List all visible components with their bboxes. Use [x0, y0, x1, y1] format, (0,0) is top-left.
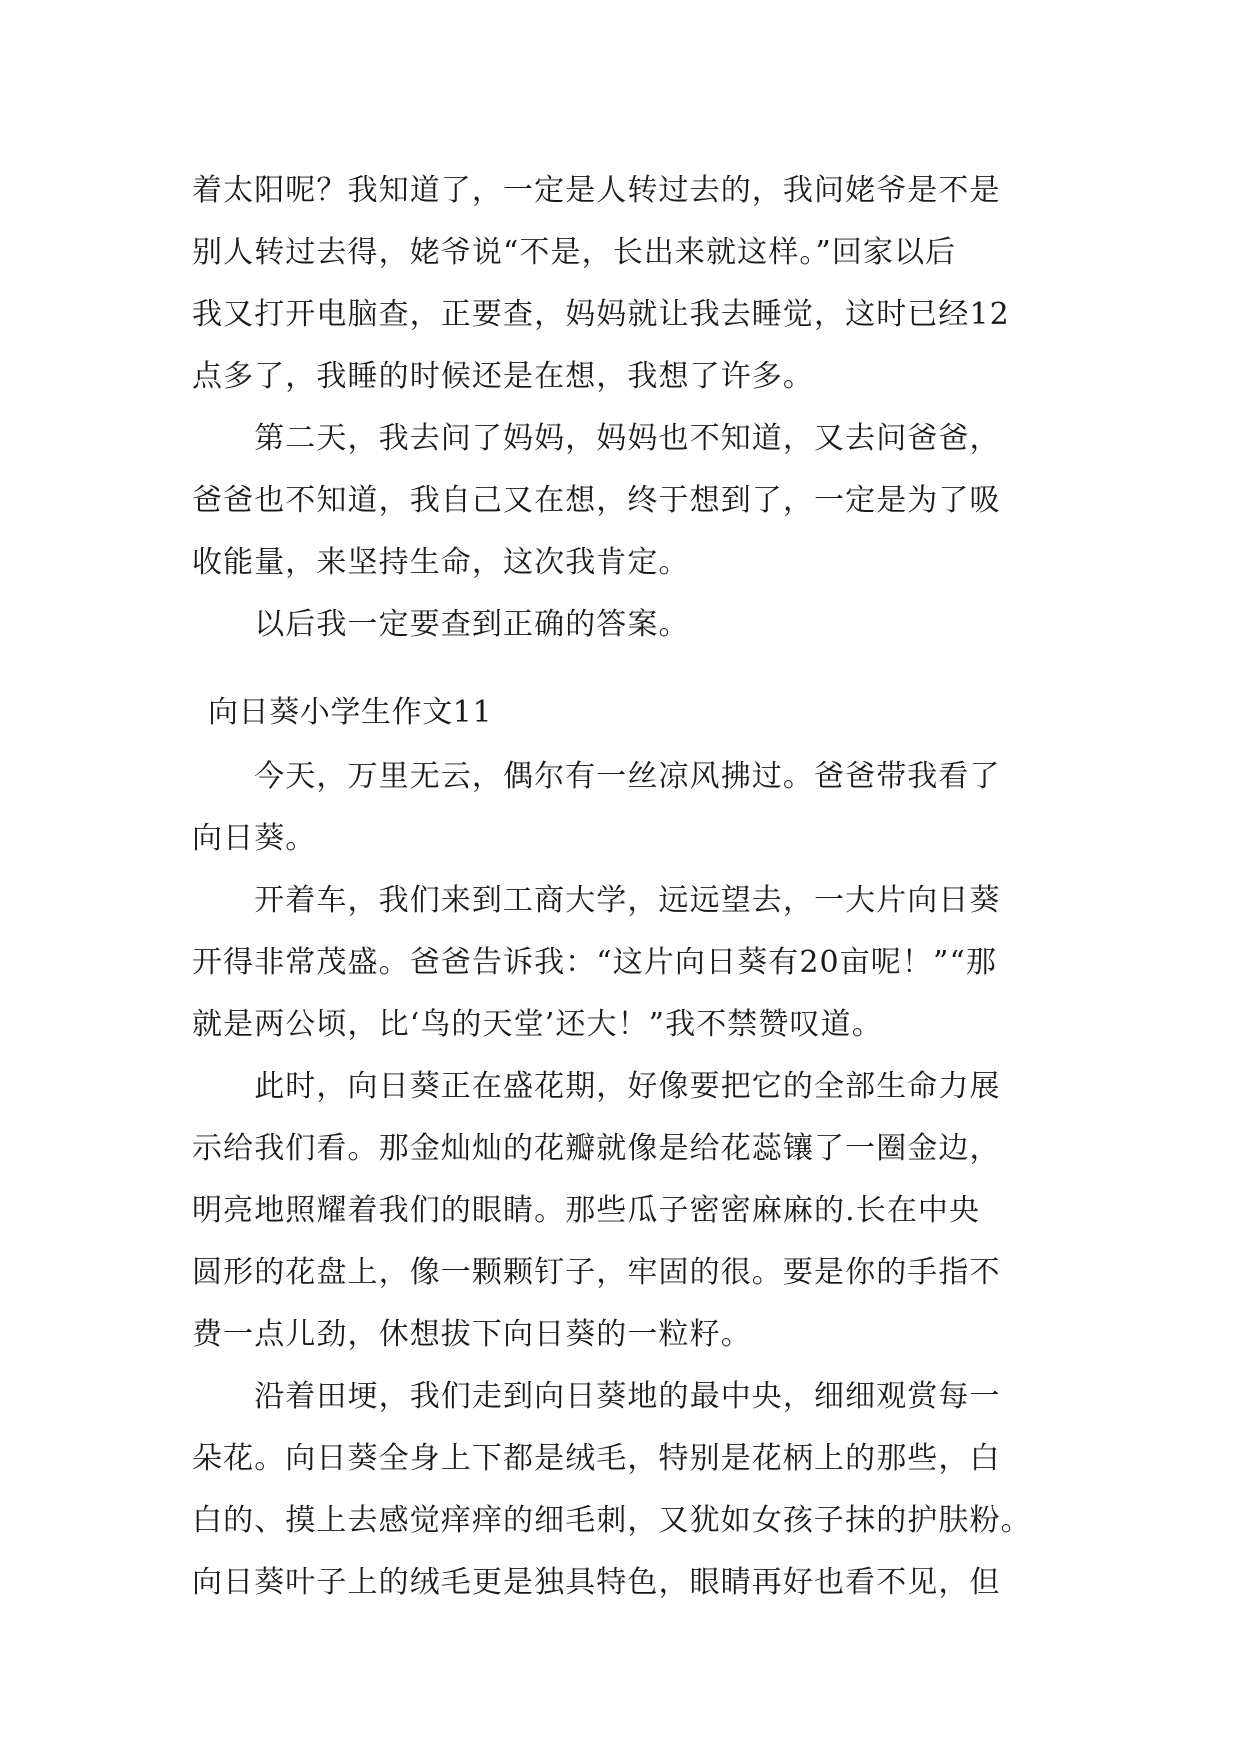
text-line: 别人转过去得，姥爷说“不是，长出来就这样。”回家以后: [192, 235, 957, 270]
text-line: 开着车，我们来到工商大学，远远望去，一大片向日葵: [192, 883, 1001, 918]
text-line: 向日葵。: [192, 821, 317, 856]
essay-title: 向日葵小学生作文11: [208, 695, 493, 730]
text-line: 朵花。向日葵全身上下都是绒毛，特别是花柄上的那些，白: [192, 1441, 1001, 1476]
text-line: 白的、摸上去感觉痒痒的细毛刺，又犹如女孩子抹的护肤粉。: [192, 1503, 1032, 1538]
text-line: 我又打开电脑查，正要查，妈妈就让我去睡觉，这时已经12: [192, 297, 1010, 332]
text-line: 此时，向日葵正在盛花期，好像要把它的全部生命力展: [192, 1069, 1001, 1104]
text-line: 就是两公顷，比‘鸟的天堂’还大！”我不禁赞叹道。: [192, 1007, 883, 1042]
text-line: 明亮地照耀着我们的眼睛。那些瓜子密密麻麻的.长在中央: [192, 1193, 981, 1228]
text-line: 点多了，我睡的时候还是在想，我想了许多。: [192, 359, 814, 394]
continuation-text: [192, 160, 1062, 656]
text-line: 示给我们看。那金灿灿的花瓣就像是给花蕊镶了一圈金边，: [192, 1131, 1001, 1166]
text-line: 费一点儿劲，休想拔下向日葵的一粒籽。: [192, 1317, 752, 1352]
text-line: 以后我一定要查到正确的答案。: [192, 607, 690, 642]
text-line: 圆形的花盘上，像一颗颗钉子，牢固的很。要是你的手指不: [192, 1255, 1001, 1290]
essay-body: [192, 746, 1062, 1614]
text-line: 第二天，我去问了妈妈，妈妈也不知道，又去问爸爸，: [192, 421, 1001, 456]
text-line: 沿着田埂，我们走到向日葵地的最中央，细细观赏每一: [192, 1379, 1001, 1414]
text-line: 今天，万里无云，偶尔有一丝凉风拂过。爸爸带我看了: [192, 759, 1001, 794]
text-line: 收能量，来坚持生命，这次我肯定。: [192, 545, 690, 580]
text-line: 着太阳呢？我知道了，一定是人转过去的，我问姥爷是不是: [192, 173, 1001, 208]
text-line: 开得非常茂盛。爸爸告诉我：“这片向日葵有20亩呢！”“那: [192, 945, 997, 980]
text-line: 爸爸也不知道，我自己又在想，终于想到了，一定是为了吸: [192, 483, 1001, 518]
text-line: 向日葵叶子上的绒毛更是独具特色，眼睛再好也看不见，但: [192, 1565, 1001, 1600]
